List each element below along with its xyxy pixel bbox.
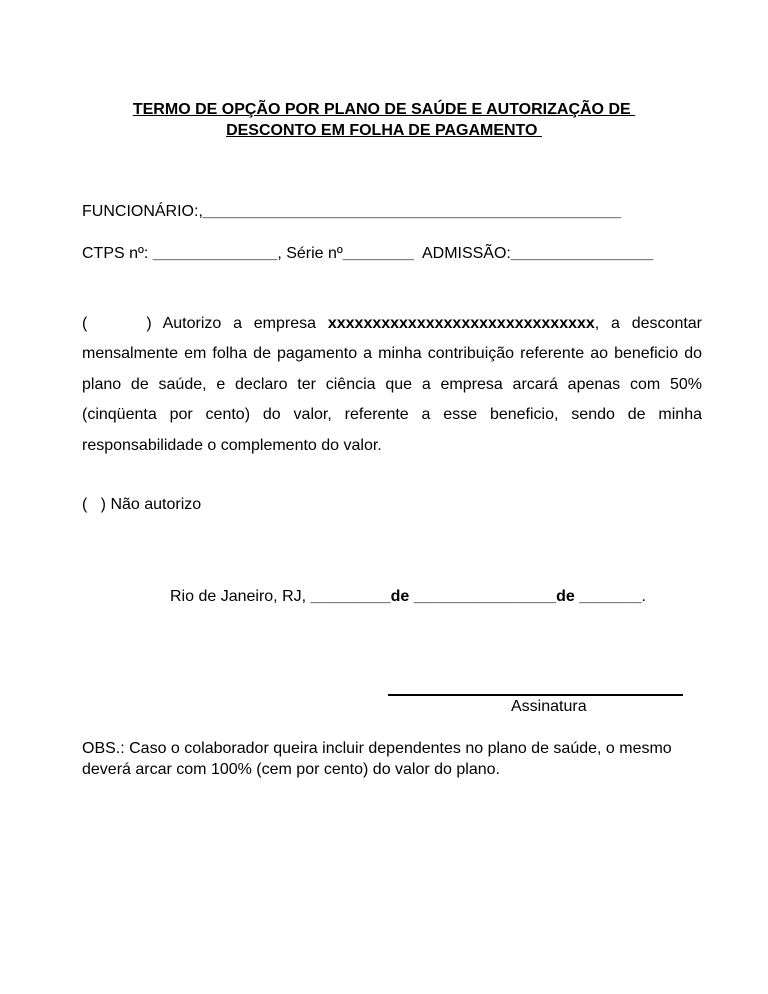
obs-note: OBS.: Caso o colaborador queira incluir dependentes no plano de saúde, o mesmo deverá arcar com 100% (cem por cento) do valor do plano.: [82, 740, 672, 778]
month-blank: ________________: [413, 588, 557, 605]
company-placeholder: xxxxxxxxxxxxxxxxxxxxxxxxxxxxxx: [327, 315, 595, 332]
year-blank: _______: [579, 588, 642, 605]
admissao-blank: ________________: [510, 245, 654, 262]
document-title-line-2: DESCONTO EM FOLHA DE PAGAMENTO: [226, 122, 542, 139]
ctps-line: [82, 244, 653, 263]
de-label-1: de: [390, 588, 414, 605]
not-authorize-option: ( ) Não autorizo: [82, 496, 202, 513]
admissao-label: ADMISSÃO:: [413, 245, 511, 262]
city-label: Rio de Janeiro, RJ,: [170, 588, 311, 605]
signature-line: [388, 694, 683, 696]
authorize-paragraph: [82, 309, 702, 461]
ctps-label: CTPS nº:: [82, 245, 153, 262]
document-title-line-1: TERMO DE OPÇÃO POR PLANO DE SAÚDE E AUTORIZAÇÃO DE: [132, 101, 636, 118]
employee-line: [82, 202, 621, 221]
date-line: [170, 587, 646, 606]
de-label-2: de: [556, 588, 580, 605]
authorize-option-text: , a descontar mensalmente em folha de pagamento a minha contribuição referente ao beneficio do plano de saúde, e declaro ter ciência que a empresa arcará apenas com 50% (cinqüenta por cento) do valor, referente a esse beneficio, sendo de minha responsabilidade o complemento do valor.: [82, 315, 703, 454]
period: .: [641, 588, 646, 605]
ctps-blank: ______________: [152, 245, 278, 262]
employee-blank: _______________________________________________: [202, 203, 622, 220]
day-blank: _________: [310, 588, 391, 605]
serie-label: , Série nº: [277, 245, 343, 262]
serie-blank: ________: [342, 245, 414, 262]
employee-label: FUNCIONÁRIO:,: [82, 203, 203, 220]
signature-label: Assinatura: [511, 698, 587, 715]
authorize-option-label: ( ) Autorizo a empresa: [82, 315, 328, 332]
